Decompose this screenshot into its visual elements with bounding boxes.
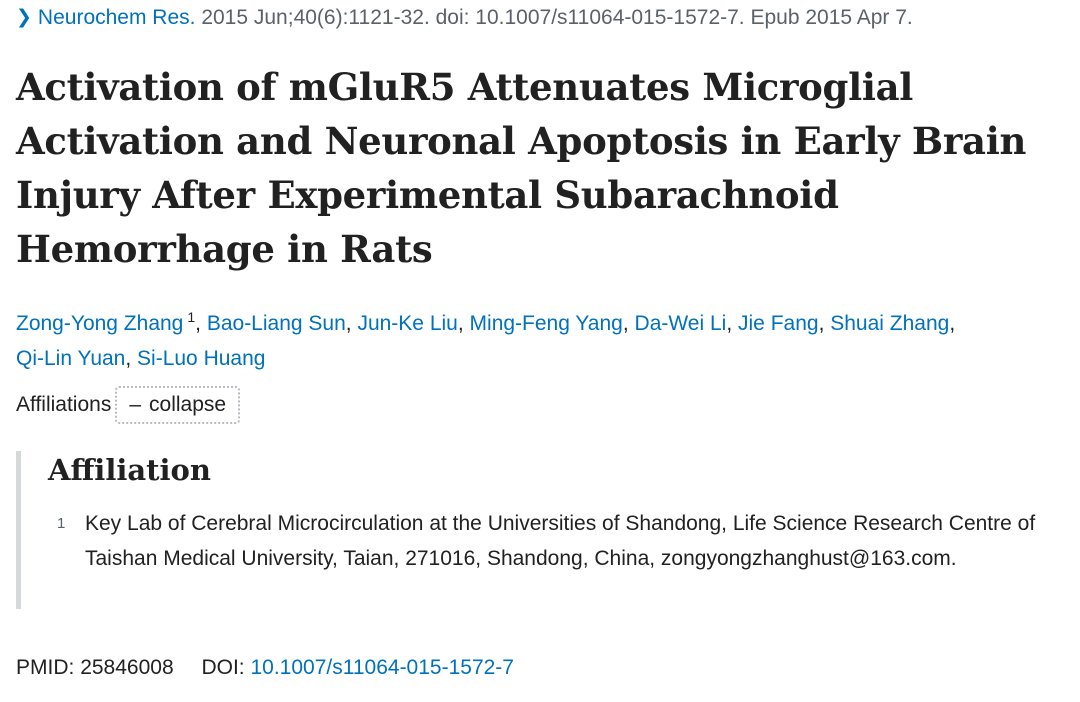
doi-link[interactable]: 10.1007/s11064-015-1572-7: [250, 656, 514, 679]
author-separator: ,: [195, 312, 207, 335]
pmid-value: 25846008: [80, 656, 174, 679]
affiliation-item: [57, 506, 1057, 576]
author-affiliation-sup[interactable]: 1: [187, 309, 196, 325]
author-link[interactable]: Shuai Zhang: [830, 312, 950, 335]
author-link[interactable]: Zong-Yong Zhang: [16, 312, 184, 335]
author-separator: ,: [125, 347, 138, 370]
author-separator: ,: [457, 312, 470, 335]
author-separator: ,: [726, 312, 739, 335]
author-link[interactable]: Bao-Liang Sun: [206, 312, 346, 335]
article-title: Activation of mGluR5 Attenuates Microglial Activation and Neuronal Apoptosis in Early Brain Injury After Experimental Subarachnoid Hemorrhage in Rats: [16, 65, 1027, 271]
affiliations-label: Affiliations: [16, 393, 112, 416]
author-separator: ,: [622, 312, 635, 335]
author-link[interactable]: Ming-Feng Yang: [469, 312, 623, 335]
collapse-button[interactable]: [115, 386, 240, 424]
author-separator: ,: [949, 312, 956, 335]
author-link[interactable]: Jie Fang: [738, 312, 819, 335]
affiliations-toggle-row: [16, 386, 240, 424]
doi-label: DOI:: [201, 656, 245, 679]
author-link[interactable]: Da-Wei Li: [634, 312, 727, 335]
minus-icon: –: [129, 393, 142, 416]
affiliation-number: 1: [57, 515, 66, 532]
pmid-label: PMID:: [16, 656, 75, 679]
affiliation-heading: Affiliation: [48, 453, 211, 487]
chevron-right-icon[interactable]: ❯: [16, 7, 32, 28]
affiliation-text: Key Lab of Cerebral Microcirculation at the Universities of Shandong, Life Science Research Centre of Taishan Medical University, Taian, 271016, Shandong, China, zongyongzhanghust@163.com.: [85, 512, 1036, 570]
author-link[interactable]: Qi-Lin Yuan: [16, 347, 126, 370]
article-identifiers: [16, 651, 514, 685]
authors-list: [16, 300, 1066, 376]
author-link[interactable]: Si-Luo Huang: [137, 347, 266, 370]
citation-line: [16, 4, 913, 33]
collapse-label: collapse: [149, 393, 227, 416]
author-separator: ,: [818, 312, 831, 335]
author-separator: ,: [345, 312, 358, 335]
journal-link[interactable]: Neurochem Res.: [37, 6, 196, 29]
citation-details: 2015 Jun;40(6):1121-32. doi: 10.1007/s11064-015-1572-7. Epub 2015 Apr 7.: [201, 6, 913, 29]
author-link[interactable]: Jun-Ke Liu: [357, 312, 458, 335]
affiliation-panel: [16, 451, 1066, 609]
